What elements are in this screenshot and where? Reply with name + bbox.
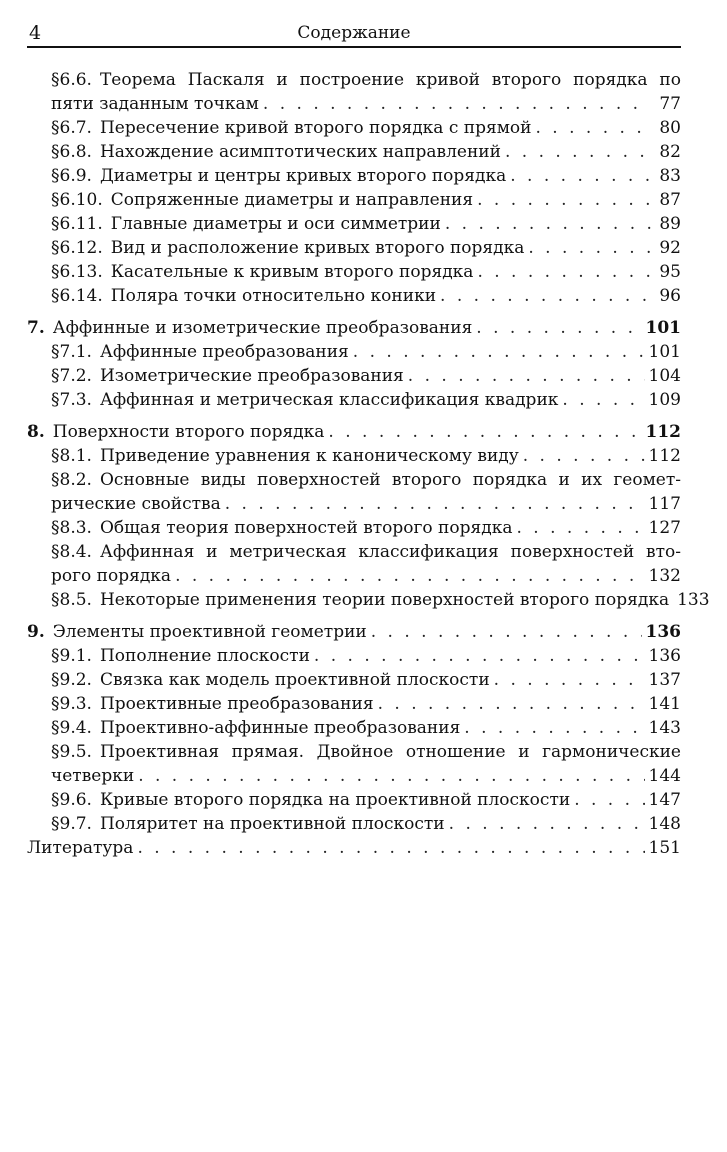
- toc-entry-line: [51, 164, 681, 188]
- toc-title: Основные виды поверхностей второго порядка и их геомет-: [99, 470, 681, 490]
- toc-entry-line: [51, 260, 681, 284]
- toc-title-continuation: пяти заданным точкам: [51, 94, 259, 114]
- toc-number: §6.8.: [51, 142, 92, 162]
- dot-leader: [440, 284, 651, 308]
- toc-entry-line: [51, 716, 681, 740]
- toc-title-group: [51, 284, 436, 308]
- toc-page-number: 77: [659, 94, 681, 114]
- toc-title-continuation: рические свойства: [51, 494, 221, 514]
- toc-title: Пересечение кривой второго порядка с прямой: [99, 118, 532, 138]
- toc-entry-line: [51, 692, 681, 716]
- toc-number: §9.6.: [51, 790, 92, 810]
- toc-title: Некоторые применения теории поверхностей второго порядка: [99, 590, 670, 610]
- toc-title-group: [51, 588, 669, 612]
- toc-title-group: [51, 668, 490, 692]
- toc-number: 8.: [27, 422, 45, 442]
- toc-entry-line: [27, 316, 681, 340]
- toc-number: §9.3.: [51, 694, 92, 714]
- toc-title-group: [51, 716, 460, 740]
- toc-section: [27, 212, 681, 236]
- toc-entry-line: [51, 188, 681, 212]
- toc-title: Общая теория поверхностей второго порядка: [99, 518, 513, 538]
- toc-page-number: 136: [648, 646, 681, 666]
- toc-title-group: [51, 692, 374, 716]
- toc-number: §6.12.: [51, 238, 103, 258]
- toc-title-group: [51, 340, 349, 364]
- toc-page-number: 133: [677, 590, 710, 610]
- toc-entry-first-line: [51, 740, 681, 764]
- toc-title-continuation: четверки: [51, 766, 135, 786]
- toc-page-number: 89: [659, 214, 681, 234]
- toc-title-group: [51, 212, 441, 236]
- toc-section: [27, 716, 681, 740]
- dot-leader: [464, 716, 644, 740]
- toc-title-group: [27, 836, 133, 860]
- toc-title-group: [51, 236, 524, 260]
- toc-section: [27, 260, 681, 284]
- toc-page-number: 132: [648, 566, 681, 586]
- toc-number: §9.1.: [51, 646, 92, 666]
- toc-page-number: 143: [648, 718, 681, 738]
- toc-entry-line: [51, 140, 681, 164]
- dot-leader: [476, 316, 641, 340]
- dot-leader: [408, 364, 645, 388]
- page-number: 4: [29, 22, 42, 44]
- toc-entry-line: [51, 812, 681, 836]
- toc-page-number: 80: [659, 118, 681, 138]
- toc-title: Нахождение асимптотических направлений: [99, 142, 501, 162]
- toc-number: §7.3.: [51, 390, 92, 410]
- toc-section: [27, 668, 681, 692]
- toc-title: Сопряженные диаметры и направления: [110, 190, 474, 210]
- toc-entry-line: [51, 92, 681, 116]
- toc-title-group: [51, 164, 506, 188]
- toc-chapter: [27, 420, 681, 444]
- toc-number: §9.5.: [51, 742, 92, 762]
- toc-title: Литература: [27, 838, 134, 858]
- toc-title-group: [27, 620, 367, 644]
- toc-title: Изометрические преобразования: [99, 366, 404, 386]
- toc-title: Поляра точки относительно коники: [110, 286, 437, 306]
- toc-title: Аффинные и изометрические преобразования: [52, 318, 473, 338]
- dot-leader: [353, 340, 645, 364]
- toc-number: §6.14.: [51, 286, 103, 306]
- toc-page-number: 144: [648, 766, 681, 786]
- dot-leader: [477, 188, 651, 212]
- toc-section: [27, 188, 681, 212]
- toc-number: §8.3.: [51, 518, 92, 538]
- toc-title: Касательные к кривым второго порядка: [110, 262, 474, 282]
- toc-entry-line: [51, 644, 681, 668]
- toc-number: §8.4.: [51, 542, 92, 562]
- dot-leader: [562, 388, 644, 412]
- toc-entry-line: [51, 284, 681, 308]
- toc-section: [27, 388, 681, 412]
- toc-title: Кривые второго порядка на проективной плоскости: [99, 790, 571, 810]
- toc-title: Вид и расположение кривых второго порядка: [110, 238, 525, 258]
- toc-page-number: 109: [648, 390, 681, 410]
- toc-entry-line: [51, 564, 681, 588]
- toc-section: [27, 516, 681, 540]
- toc-title-group: [51, 644, 310, 668]
- toc-section: [27, 788, 681, 812]
- toc-section: [27, 644, 681, 668]
- toc-entry-first-line: [51, 468, 681, 492]
- page-header: [27, 18, 681, 48]
- toc-entry-line: [51, 492, 681, 516]
- toc-page-number: 92: [659, 238, 681, 258]
- toc-page-number: 95: [659, 262, 681, 282]
- toc-number: §6.10.: [51, 190, 103, 210]
- toc-entry-first-line: [51, 68, 681, 92]
- toc-title-group: [51, 788, 570, 812]
- toc-section: [27, 692, 681, 716]
- toc-number: §6.13.: [51, 262, 103, 282]
- toc-title: Аффинные преобразования: [99, 342, 349, 362]
- toc-entry: [27, 836, 681, 860]
- toc-entry-line: [51, 364, 681, 388]
- toc-number: §8.5.: [51, 590, 92, 610]
- toc-entry-line: [27, 420, 681, 444]
- toc-title: Элементы проективной геометрии: [52, 622, 367, 642]
- toc-page-number: 117: [648, 494, 681, 514]
- toc-section: [27, 812, 681, 836]
- toc-title-group: [51, 812, 445, 836]
- toc-chapter: [27, 620, 681, 644]
- toc-title: Аффинная и метрическая классификация квадрик: [99, 390, 559, 410]
- toc-title-group: [51, 444, 519, 468]
- toc-section: [27, 468, 681, 516]
- toc-title: Поверхности второго порядка: [52, 422, 325, 442]
- toc-section: [27, 540, 681, 588]
- toc-section: [27, 444, 681, 468]
- toc-entry-line: [51, 212, 681, 236]
- toc-section: [27, 164, 681, 188]
- toc-number: §7.2.: [51, 366, 92, 386]
- toc-title-group: [51, 188, 473, 212]
- toc-number: §9.4.: [51, 718, 92, 738]
- toc-title-group: [51, 388, 558, 412]
- dot-leader: [494, 668, 645, 692]
- dot-leader: [378, 692, 645, 716]
- toc-title-continuation: рого порядка: [51, 566, 172, 586]
- toc-page-number: 96: [659, 286, 681, 306]
- toc-title: Теорема Паскаля и построение кривой второго порядка по: [99, 70, 681, 90]
- toc-section: [27, 68, 681, 116]
- toc-section: [27, 740, 681, 788]
- toc-title: Приведение уравнения к каноническому виду: [99, 446, 519, 466]
- toc-title: Аффинная и метрическая классификация поверхностей вто-: [99, 542, 681, 562]
- toc-title: Проективная прямая. Двойное отношение и гармонические: [99, 742, 681, 762]
- toc-title: Главные диаметры и оси симметрии: [110, 214, 441, 234]
- toc-section: [27, 364, 681, 388]
- toc-entry-line: [51, 388, 681, 412]
- toc-number: §6.6.: [51, 70, 92, 90]
- dot-leader: [477, 260, 651, 284]
- dot-leader: [225, 492, 645, 516]
- toc-entry-line: [51, 116, 681, 140]
- toc-title-group: [27, 316, 472, 340]
- toc-entry-line: [51, 764, 681, 788]
- toc-number: §6.7.: [51, 118, 92, 138]
- dot-leader: [528, 236, 651, 260]
- toc-entry-line: [51, 588, 710, 612]
- toc-page-number: 147: [648, 790, 681, 810]
- dot-leader: [328, 420, 641, 444]
- toc-page-number: 127: [648, 518, 681, 538]
- dot-leader: [138, 764, 644, 788]
- toc-title: Поляритет на проективной плоскости: [99, 814, 445, 834]
- toc-title-group: [51, 116, 532, 140]
- table-of-contents: [27, 68, 710, 860]
- toc-title-group: [51, 516, 512, 540]
- dot-leader: [574, 788, 644, 812]
- dot-leader: [505, 140, 651, 164]
- toc-page-number: 148: [648, 814, 681, 834]
- toc-title: Пополнение плоскости: [99, 646, 310, 666]
- toc-entry-line: [27, 620, 681, 644]
- toc-entry-line: [51, 340, 681, 364]
- toc-title-group: [27, 420, 324, 444]
- dot-leader: [371, 620, 642, 644]
- toc-page-number: 112: [648, 446, 681, 466]
- toc-entry-first-line: [51, 540, 681, 564]
- toc-number: §8.2.: [51, 470, 92, 490]
- toc-number: §8.1.: [51, 446, 92, 466]
- toc-page-number: 87: [659, 190, 681, 210]
- toc-chapter: [27, 316, 681, 340]
- dot-leader: [263, 92, 651, 116]
- dot-leader: [137, 836, 644, 860]
- toc-page-number: 101: [648, 342, 681, 362]
- dot-leader: [175, 564, 644, 588]
- toc-page-number: 136: [645, 622, 681, 642]
- toc-page-number: 137: [648, 670, 681, 690]
- toc-entry-line: [51, 668, 681, 692]
- toc-page-number: 151: [648, 838, 681, 858]
- toc-title-group: [51, 140, 501, 164]
- toc-number: §7.1.: [51, 342, 92, 362]
- toc-page-number: 83: [659, 166, 681, 186]
- toc-entry-line: [51, 236, 681, 260]
- toc-section: [27, 236, 681, 260]
- toc-title: Проективно-аффинные преобразования: [99, 718, 461, 738]
- toc-title: Диаметры и центры кривых второго порядка: [99, 166, 507, 186]
- dot-leader: [510, 164, 651, 188]
- toc-number: §6.11.: [51, 214, 103, 234]
- toc-entry-line: [51, 788, 681, 812]
- toc-entry-line: [51, 516, 681, 540]
- running-title: Содержание: [297, 23, 411, 43]
- toc-number: §6.9.: [51, 166, 92, 186]
- dot-leader: [516, 516, 644, 540]
- toc-number: 7.: [27, 318, 45, 338]
- toc-page-number: 112: [645, 422, 681, 442]
- toc-title: Проективные преобразования: [99, 694, 374, 714]
- toc-section: [27, 588, 710, 612]
- toc-number: 9.: [27, 622, 45, 642]
- toc-section: [27, 116, 681, 140]
- toc-section: [27, 340, 681, 364]
- toc-entry-line: [27, 836, 681, 860]
- toc-title: Связка как модель проективной плоскости: [99, 670, 490, 690]
- dot-leader: [445, 212, 651, 236]
- dot-leader: [523, 444, 645, 468]
- dot-leader: [536, 116, 652, 140]
- toc-number: §9.2.: [51, 670, 92, 690]
- toc-section: [27, 140, 681, 164]
- toc-title-group: [51, 364, 404, 388]
- dot-leader: [314, 644, 645, 668]
- toc-page-number: 82: [659, 142, 681, 162]
- toc-title-group: [51, 260, 473, 284]
- toc-section: [27, 284, 681, 308]
- toc-page-number: 101: [645, 318, 681, 338]
- toc-page-number: 104: [648, 366, 681, 386]
- dot-leader: [449, 812, 645, 836]
- toc-entry-line: [51, 444, 681, 468]
- toc-number: §9.7.: [51, 814, 92, 834]
- toc-page-number: 141: [648, 694, 681, 714]
